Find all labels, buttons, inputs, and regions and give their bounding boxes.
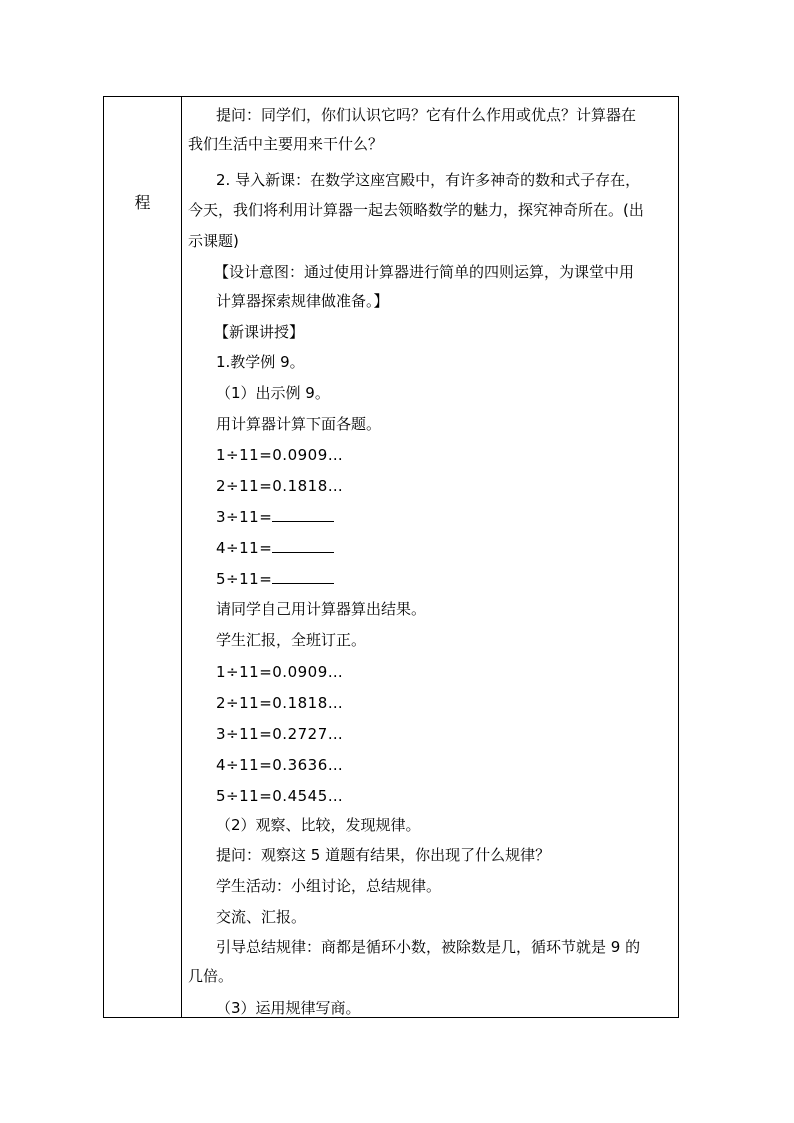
equation-3: 3÷11= [216, 508, 273, 526]
show-example-line: （1）出示例 9。 [216, 384, 330, 402]
answer-2: 2÷11=0.1818… [216, 694, 344, 712]
ask-students-line: 请同学自己用计算器算出结果。 [216, 600, 427, 618]
question-2-line: 提问：观察这 5 道题有结果，你出现了什么规律？ [216, 846, 551, 864]
rule-line-1: 引导总结规律：商都是循环小数，被除数是几，循环节就是 9 的 [216, 938, 641, 956]
lesson-table [103, 96, 679, 1018]
answer-blank-5 [272, 569, 334, 584]
equation-4-row [216, 538, 334, 558]
design-intent-line-1: 【设计意图：通过使用计算器进行简单的四则运算，为课堂中用 [214, 263, 635, 281]
rule-line-2: 几倍。 [188, 967, 234, 985]
equation-5: 5÷11= [216, 570, 273, 588]
report-line: 学生汇报，全班订正。 [216, 631, 367, 649]
answer-4: 4÷11=0.3636… [216, 756, 344, 774]
intro-line-1: 2. 导入新课：在数学这座宫殿中，有许多神奇的数和式子存在， [216, 171, 641, 189]
equation-5-row [216, 569, 334, 589]
equation-3-row [216, 507, 334, 527]
column-divider [181, 97, 182, 1017]
equation-1: 1÷11=0.0909… [216, 446, 344, 464]
answer-3: 3÷11=0.2727… [216, 725, 344, 743]
answer-1: 1÷11=0.0909… [216, 663, 344, 681]
question-line-1: 提问：同学们，你们认识它吗？它有什么作用或优点？计算器在 [216, 106, 637, 124]
equation-4: 4÷11= [216, 539, 273, 557]
apply-rule-line: （3）运用规律写商。 [216, 999, 361, 1017]
equation-2: 2÷11=0.1818… [216, 477, 344, 495]
design-intent-line-2: 计算器探索规律做准备。】 [216, 292, 389, 310]
activity-line: 学生活动：小组讨论，总结规律。 [216, 877, 442, 895]
question-line-2: 我们生活中主要用来干什么？ [188, 135, 384, 153]
answer-5: 5÷11=0.4545… [216, 787, 344, 805]
calc-task-line: 用计算器计算下面各题。 [216, 415, 382, 433]
observe-line: （2）观察、比较，发现规律。 [216, 816, 421, 834]
section-label: 程 [134, 193, 151, 212]
exchange-line: 交流、汇报。 [216, 908, 307, 926]
intro-line-2: 今天，我们将利用计算器一起去领略数学的魅力，探究神奇所在。(出 [188, 201, 644, 219]
example-heading: 1.教学例 9。 [216, 353, 305, 371]
new-lesson-heading: 【新课讲授】 [214, 323, 305, 341]
answer-blank-4 [272, 538, 334, 553]
intro-line-3: 示课题) [188, 232, 239, 250]
answer-blank-3 [272, 507, 334, 522]
